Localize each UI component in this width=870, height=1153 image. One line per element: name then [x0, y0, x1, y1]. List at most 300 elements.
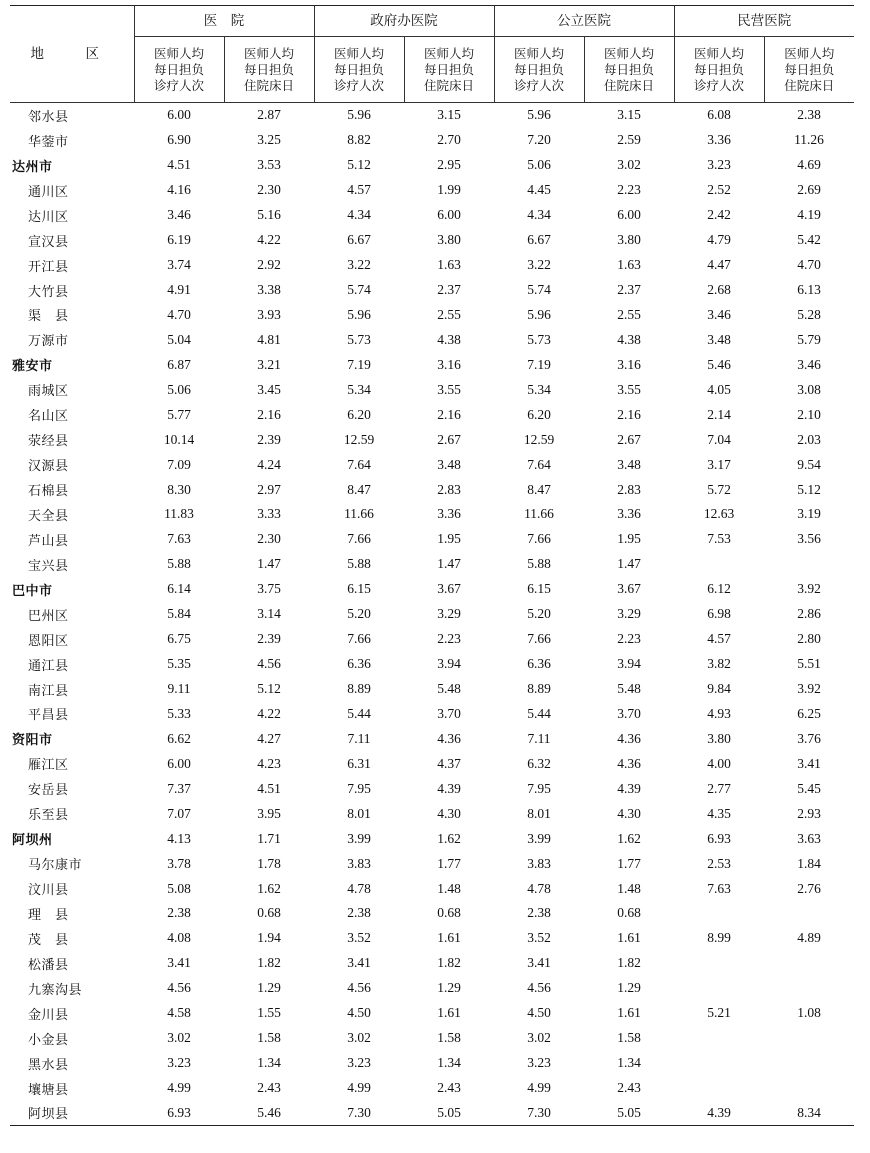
- value-cell: 4.37: [437, 755, 461, 771]
- value-cell: 5.51: [797, 656, 821, 672]
- value-cell: 4.79: [707, 232, 731, 248]
- value-cell: 1.34: [257, 1055, 281, 1071]
- value-cell: 1.61: [617, 930, 641, 946]
- value-cell: 3.45: [257, 381, 281, 397]
- value-cell: [764, 1026, 854, 1051]
- value-cell: 5.35: [167, 656, 191, 672]
- value-cell: 2.83: [437, 481, 461, 497]
- value-cell: 1.84: [797, 855, 821, 871]
- value-cell: 8.01: [527, 805, 551, 821]
- region-name: 邻水县: [28, 109, 69, 125]
- value-cell: 3.94: [617, 656, 641, 672]
- value-cell: 4.47: [707, 257, 731, 273]
- value-cell: 5.42: [797, 232, 821, 248]
- value-cell: 2.86: [797, 606, 821, 622]
- table-row-city: [10, 352, 854, 377]
- region-name: 理 县: [28, 907, 69, 923]
- value-cell: 3.63: [797, 830, 821, 846]
- value-cell: 4.99: [527, 1080, 551, 1096]
- table-row: [10, 901, 854, 926]
- value-cell: 3.22: [527, 257, 551, 273]
- value-cell: 4.78: [347, 880, 371, 896]
- region-name: 雨城区: [28, 384, 69, 400]
- value-cell: 3.21: [257, 356, 281, 372]
- value-cell: 3.46: [797, 356, 821, 372]
- value-cell: 2.55: [617, 306, 641, 322]
- value-cell: 5.34: [527, 381, 551, 397]
- value-cell: 4.13: [167, 830, 191, 846]
- value-cell: 6.00: [167, 107, 191, 123]
- value-cell: 1.61: [437, 930, 461, 946]
- value-cell: 5.79: [797, 331, 821, 347]
- value-cell: 0.68: [617, 905, 641, 921]
- value-cell: 2.38: [347, 905, 371, 921]
- value-cell: 3.67: [617, 581, 641, 597]
- table-row: [10, 652, 854, 677]
- value-cell: 3.46: [167, 207, 191, 223]
- region-name: 荥经县: [28, 434, 69, 450]
- region-name: 大竹县: [28, 284, 69, 300]
- region-name: 乐至县: [28, 808, 69, 824]
- value-cell: 3.99: [527, 830, 551, 846]
- value-cell: 2.67: [617, 431, 641, 447]
- value-cell: 5.96: [527, 107, 551, 123]
- value-cell: 3.83: [527, 855, 551, 871]
- value-cell: 6.67: [347, 232, 371, 248]
- table-row-city: [10, 577, 854, 602]
- value-cell: 5.74: [347, 282, 371, 298]
- table-row: [10, 1076, 854, 1101]
- value-cell: 1.94: [257, 930, 281, 946]
- value-cell: 2.95: [437, 157, 461, 173]
- value-cell: 2.52: [707, 182, 731, 198]
- value-cell: 3.92: [797, 581, 821, 597]
- value-cell: 1.58: [437, 1030, 461, 1046]
- region-name: 名山区: [28, 409, 69, 425]
- value-cell: 3.95: [257, 805, 281, 821]
- value-cell: 6.00: [437, 207, 461, 223]
- value-cell: 4.56: [257, 656, 281, 672]
- table-row: [10, 1026, 854, 1051]
- value-cell: 6.93: [167, 1104, 191, 1120]
- value-cell: 3.23: [707, 157, 731, 173]
- value-cell: 2.68: [707, 282, 731, 298]
- value-cell: 6.13: [797, 282, 821, 298]
- value-cell: 4.30: [437, 805, 461, 821]
- value-cell: 6.25: [797, 705, 821, 721]
- value-cell: 3.22: [347, 257, 371, 273]
- region-name: 达川区: [28, 209, 69, 225]
- region-name: 达州市: [12, 159, 53, 175]
- value-cell: 4.00: [707, 755, 731, 771]
- value-cell: 4.39: [437, 780, 461, 796]
- value-cell: 4.69: [797, 157, 821, 173]
- value-cell: 5.72: [707, 481, 731, 497]
- table-row: [10, 427, 854, 452]
- value-cell: 5.12: [347, 157, 371, 173]
- value-cell: 2.55: [437, 306, 461, 322]
- table-row-city: [10, 726, 854, 751]
- value-cell: 4.19: [797, 207, 821, 223]
- value-cell: 3.48: [437, 456, 461, 472]
- value-cell: 4.99: [167, 1080, 191, 1096]
- region-name: 宝兴县: [28, 558, 69, 574]
- table-row: [10, 851, 854, 876]
- region-name: 通江县: [28, 658, 69, 674]
- value-cell: 2.76: [797, 880, 821, 896]
- value-cell: 5.96: [347, 107, 371, 123]
- region-name: 阿坝州: [12, 833, 53, 849]
- value-cell: 4.34: [527, 207, 551, 223]
- value-cell: 7.63: [167, 531, 191, 547]
- value-cell: 5.34: [347, 381, 371, 397]
- value-cell: 4.22: [257, 705, 281, 721]
- value-cell: 7.07: [167, 805, 191, 821]
- value-cell: 5.05: [617, 1104, 641, 1120]
- value-cell: 1.58: [617, 1030, 641, 1046]
- value-cell: 6.98: [707, 606, 731, 622]
- value-cell: 6.19: [167, 232, 191, 248]
- value-cell: 3.41: [167, 955, 191, 971]
- value-cell: [674, 1076, 764, 1101]
- value-cell: 4.70: [167, 306, 191, 322]
- subheader-bed-days-per-physician: 医师人均 每日担负 住院床日: [224, 37, 314, 103]
- value-cell: 5.44: [347, 705, 371, 721]
- value-cell: [674, 976, 764, 1001]
- value-cell: 5.05: [437, 1104, 461, 1120]
- region-name: 汉源县: [28, 459, 69, 475]
- region-name: 壤塘县: [28, 1082, 69, 1098]
- value-cell: 3.76: [797, 730, 821, 746]
- value-cell: 1.82: [617, 955, 641, 971]
- value-cell: 1.34: [617, 1055, 641, 1071]
- value-cell: 5.04: [167, 331, 191, 347]
- value-cell: 7.95: [527, 780, 551, 796]
- region-name: 汶川县: [28, 883, 69, 899]
- value-cell: 2.69: [797, 182, 821, 198]
- value-cell: 5.96: [527, 306, 551, 322]
- value-cell: 2.03: [797, 431, 821, 447]
- region-name: 马尔康市: [28, 858, 83, 874]
- value-cell: 8.99: [707, 930, 731, 946]
- value-cell: 11.26: [794, 132, 824, 148]
- table-row: [10, 1051, 854, 1076]
- region-name: 黑水县: [28, 1057, 69, 1073]
- value-cell: 7.95: [347, 780, 371, 796]
- table-row: [10, 452, 854, 477]
- value-cell: 9.54: [797, 456, 821, 472]
- statistics-table-sheet: [10, 5, 854, 1126]
- value-cell: 7.19: [527, 356, 551, 372]
- value-cell: 5.44: [527, 705, 551, 721]
- value-cell: 3.08: [797, 381, 821, 397]
- value-cell: 3.41: [527, 955, 551, 971]
- value-cell: 3.23: [347, 1055, 371, 1071]
- value-cell: 3.14: [257, 606, 281, 622]
- value-cell: 0.68: [437, 905, 461, 921]
- region-name: 芦山县: [28, 533, 69, 549]
- table-row: [10, 327, 854, 352]
- value-cell: 12.63: [703, 506, 735, 522]
- region-name: 巴州区: [28, 608, 69, 624]
- value-cell: 4.56: [527, 980, 551, 996]
- value-cell: 7.37: [167, 780, 191, 796]
- value-cell: 6.93: [707, 830, 731, 846]
- table-row: [10, 1101, 854, 1126]
- value-cell: 2.23: [437, 631, 461, 647]
- value-cell: 1.48: [617, 880, 641, 896]
- region-name: 资阳市: [12, 733, 53, 749]
- value-cell: 4.78: [527, 880, 551, 896]
- table-row: [10, 876, 854, 901]
- region-name: 通川区: [28, 184, 69, 200]
- value-cell: 2.37: [617, 282, 641, 298]
- value-cell: 3.41: [797, 755, 821, 771]
- value-cell: 1.47: [257, 556, 281, 572]
- value-cell: 1.58: [257, 1030, 281, 1046]
- value-cell: 3.93: [257, 306, 281, 322]
- region-name: 恩阳区: [28, 633, 69, 649]
- value-cell: 5.88: [527, 556, 551, 572]
- region-name: 渠 县: [28, 309, 69, 325]
- value-cell: 2.43: [437, 1080, 461, 1096]
- value-cell: 3.53: [257, 157, 281, 173]
- value-cell: 6.20: [527, 406, 551, 422]
- value-cell: 2.16: [437, 406, 461, 422]
- value-cell: 5.73: [347, 331, 371, 347]
- value-cell: 8.47: [347, 481, 371, 497]
- value-cell: 4.22: [257, 232, 281, 248]
- table-row: [10, 203, 854, 228]
- value-cell: 1.99: [437, 182, 461, 198]
- region-header: 地 区: [10, 6, 134, 103]
- value-cell: 5.12: [257, 681, 281, 697]
- value-cell: 3.56: [797, 531, 821, 547]
- value-cell: 2.70: [437, 132, 461, 148]
- table-row: [10, 552, 854, 577]
- value-cell: 4.39: [707, 1104, 731, 1120]
- value-cell: 1.34: [437, 1055, 461, 1071]
- value-cell: [674, 951, 764, 976]
- table-row: [10, 502, 854, 527]
- value-cell: 4.45: [527, 182, 551, 198]
- table-row: [10, 178, 854, 203]
- table-row: [10, 1001, 854, 1026]
- value-cell: 4.27: [257, 730, 281, 746]
- value-cell: 1.62: [257, 880, 281, 896]
- region-name: 阿坝县: [28, 1107, 69, 1123]
- value-cell: 7.66: [347, 631, 371, 647]
- value-cell: 1.63: [617, 257, 641, 273]
- value-cell: [674, 1026, 764, 1051]
- value-cell: 2.67: [437, 431, 461, 447]
- value-cell: 3.70: [617, 705, 641, 721]
- value-cell: 2.92: [257, 257, 281, 273]
- region-name: 天全县: [28, 508, 69, 524]
- value-cell: 4.36: [437, 730, 461, 746]
- value-cell: 8.34: [797, 1104, 821, 1120]
- value-cell: 3.48: [707, 331, 731, 347]
- value-cell: 3.02: [347, 1030, 371, 1046]
- value-cell: 1.29: [257, 980, 281, 996]
- region-name: 茂 县: [28, 932, 69, 948]
- value-cell: 1.48: [437, 880, 461, 896]
- value-cell: [764, 901, 854, 926]
- value-cell: 3.33: [257, 506, 281, 522]
- value-cell: 7.09: [167, 456, 191, 472]
- value-cell: 3.83: [347, 855, 371, 871]
- value-cell: 3.48: [617, 456, 641, 472]
- value-cell: 3.15: [437, 107, 461, 123]
- region-name: 小金县: [28, 1032, 69, 1048]
- value-cell: 3.29: [437, 606, 461, 622]
- value-cell: 4.23: [257, 755, 281, 771]
- table-row: [10, 951, 854, 976]
- value-cell: 1.82: [257, 955, 281, 971]
- value-cell: 6.08: [707, 107, 731, 123]
- value-cell: 2.16: [617, 406, 641, 422]
- value-cell: 6.14: [167, 581, 191, 597]
- value-cell: [764, 1076, 854, 1101]
- value-cell: 3.02: [527, 1030, 551, 1046]
- value-cell: 1.61: [437, 1005, 461, 1021]
- value-cell: 3.67: [437, 581, 461, 597]
- value-cell: 12.59: [343, 431, 375, 447]
- subheader-visits-per-physician: 医师人均 每日担负 诊疗人次: [134, 37, 224, 103]
- table-row: [10, 527, 854, 552]
- value-cell: 6.15: [527, 581, 551, 597]
- value-cell: 8.30: [167, 481, 191, 497]
- value-cell: 3.16: [617, 356, 641, 372]
- value-cell: [674, 1051, 764, 1076]
- value-cell: 5.48: [437, 681, 461, 697]
- region-name: 安岳县: [28, 783, 69, 799]
- value-cell: 4.70: [797, 257, 821, 273]
- value-cell: 5.20: [527, 606, 551, 622]
- value-cell: 3.55: [617, 381, 641, 397]
- table-row: [10, 751, 854, 776]
- region-name: 华蓥市: [28, 134, 69, 150]
- subheader-visits-per-physician: 医师人均 每日担负 诊疗人次: [674, 37, 764, 103]
- value-cell: 5.88: [347, 556, 371, 572]
- value-cell: 2.38: [167, 905, 191, 921]
- value-cell: 12.59: [523, 431, 555, 447]
- region-name: 开江县: [28, 259, 69, 275]
- value-cell: 1.08: [797, 1005, 821, 1021]
- value-cell: 2.38: [797, 107, 821, 123]
- value-cell: 11.66: [344, 506, 374, 522]
- value-cell: 2.97: [257, 481, 281, 497]
- value-cell: 4.51: [257, 780, 281, 796]
- table-body: [10, 103, 854, 1126]
- value-cell: 5.77: [167, 406, 191, 422]
- value-cell: 1.47: [617, 556, 641, 572]
- value-cell: 7.66: [347, 531, 371, 547]
- value-cell: 4.93: [707, 705, 731, 721]
- value-cell: 5.46: [707, 356, 731, 372]
- value-cell: 4.57: [347, 182, 371, 198]
- region-name: 宣汉县: [28, 234, 69, 250]
- value-cell: 6.67: [527, 232, 551, 248]
- value-cell: 3.80: [707, 730, 731, 746]
- subheader-visits-per-physician: 医师人均 每日担负 诊疗人次: [314, 37, 404, 103]
- value-cell: 4.36: [617, 730, 641, 746]
- value-cell: 5.45: [797, 780, 821, 796]
- value-cell: 11.83: [164, 506, 194, 522]
- value-cell: 4.38: [617, 331, 641, 347]
- value-cell: 4.24: [257, 456, 281, 472]
- value-cell: 5.74: [527, 282, 551, 298]
- value-cell: [764, 1051, 854, 1076]
- table-row: [10, 976, 854, 1001]
- value-cell: 3.70: [437, 705, 461, 721]
- table-row: [10, 128, 854, 153]
- value-cell: [674, 901, 764, 926]
- value-cell: 4.05: [707, 381, 731, 397]
- value-cell: 8.89: [347, 681, 371, 697]
- value-cell: 5.20: [347, 606, 371, 622]
- value-cell: 2.43: [257, 1080, 281, 1096]
- value-cell: 6.31: [347, 755, 371, 771]
- value-cell: 3.02: [167, 1030, 191, 1046]
- value-cell: 7.20: [527, 132, 551, 148]
- value-cell: 4.56: [347, 980, 371, 996]
- value-cell: 4.35: [707, 805, 731, 821]
- table-row: [10, 402, 854, 427]
- value-cell: 3.46: [707, 306, 731, 322]
- value-cell: 5.21: [707, 1005, 731, 1021]
- region-name: 平昌县: [28, 708, 69, 724]
- value-cell: 4.36: [617, 755, 641, 771]
- value-cell: 2.53: [707, 855, 731, 871]
- table-row: [10, 776, 854, 801]
- subheader-bed-days-per-physician: 医师人均 每日担负 住院床日: [404, 37, 494, 103]
- value-cell: 2.30: [257, 182, 281, 198]
- value-cell: 2.16: [257, 406, 281, 422]
- value-cell: 6.62: [167, 730, 191, 746]
- value-cell: 4.39: [617, 780, 641, 796]
- region-name: 金川县: [28, 1007, 69, 1023]
- group-header-public-hospital: 公立医院: [494, 6, 674, 37]
- value-cell: 1.62: [437, 830, 461, 846]
- subheader-row: [10, 37, 854, 103]
- value-cell: 9.84: [707, 681, 731, 697]
- value-cell: 2.39: [257, 431, 281, 447]
- group-header-hospital: 医 院: [134, 6, 314, 37]
- region-name: 巴中市: [12, 583, 53, 599]
- value-cell: 3.23: [167, 1055, 191, 1071]
- value-cell: [764, 552, 854, 577]
- value-cell: 2.87: [257, 107, 281, 123]
- value-cell: 7.19: [347, 356, 371, 372]
- region-name: 石棉县: [28, 484, 69, 500]
- value-cell: 3.80: [437, 232, 461, 248]
- value-cell: 3.29: [617, 606, 641, 622]
- value-cell: 7.11: [347, 730, 371, 746]
- value-cell: 5.06: [527, 157, 551, 173]
- value-cell: 4.50: [527, 1005, 551, 1021]
- value-cell: 4.56: [167, 980, 191, 996]
- value-cell: 3.92: [797, 681, 821, 697]
- value-cell: 7.63: [707, 880, 731, 896]
- table-row: [10, 253, 854, 278]
- value-cell: 1.29: [437, 980, 461, 996]
- table-row-city: [10, 826, 854, 851]
- physician-workload-table: [10, 5, 854, 1126]
- value-cell: 5.06: [167, 381, 191, 397]
- value-cell: 3.75: [257, 581, 281, 597]
- value-cell: 4.57: [707, 631, 731, 647]
